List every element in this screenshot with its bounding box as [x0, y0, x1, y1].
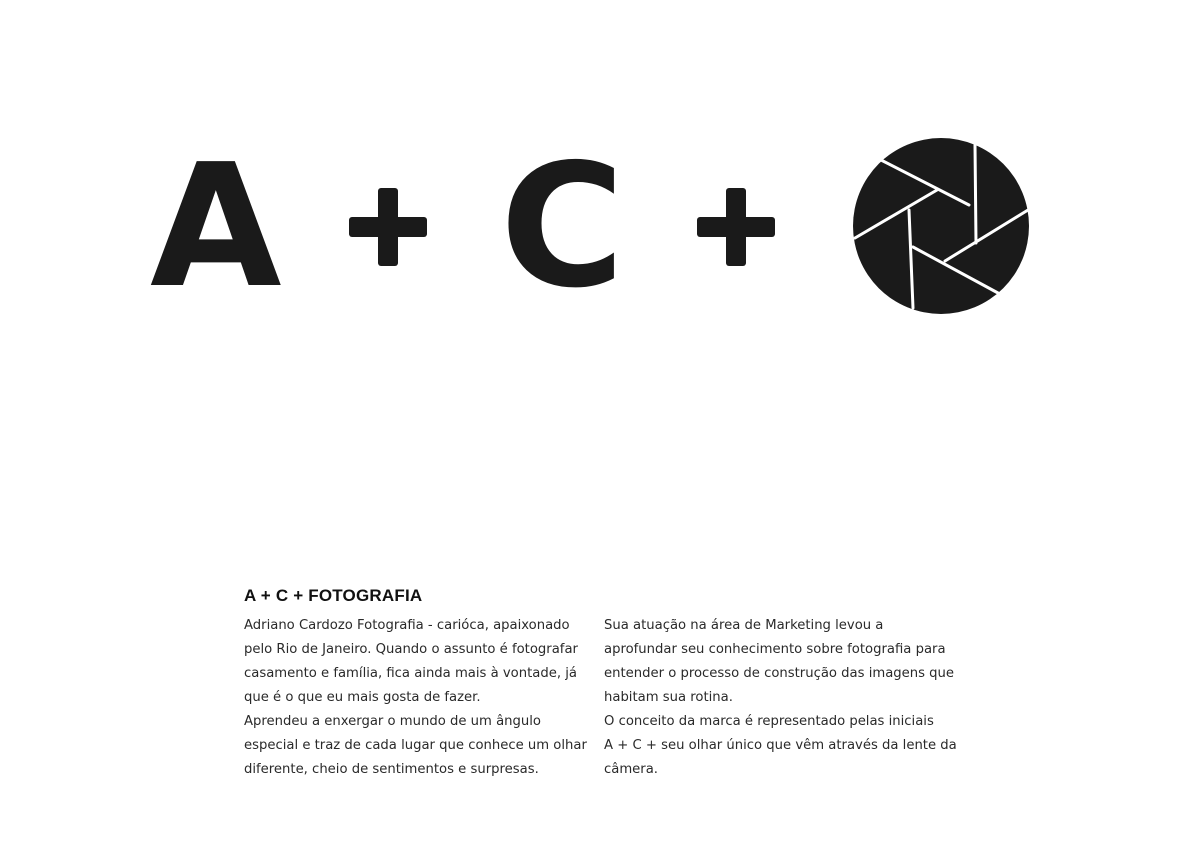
paragraph-line: O conceito da marca é representado pelas iniciais — [604, 714, 934, 729]
right-column — [604, 614, 957, 782]
paragraph-line: especial e traz de cada lugar que conhece um olhar — [244, 738, 587, 753]
left-column — [244, 614, 587, 782]
paragraph-line: pelo Rio de Janeiro. Quando o assunto é fotografar — [244, 642, 578, 657]
plus-icon — [697, 188, 775, 266]
camera-aperture-icon — [853, 138, 1029, 314]
paragraph-line: habitam sua rotina. — [604, 690, 733, 705]
paragraph-line: A + C + seu olhar único que vêm através da lente da — [604, 738, 957, 753]
logo-row — [0, 0, 1200, 360]
paragraph-line: que é o que eu mais gosta de fazer. — [244, 690, 481, 705]
paragraph-line: entender o processo de construção das imagens que — [604, 666, 955, 681]
paragraph-line: câmera. — [604, 762, 658, 777]
description-block — [244, 586, 964, 794]
plus-icon — [349, 188, 427, 266]
section-heading: A + C + FOTOGRAFIA — [244, 586, 423, 605]
logo-letter-a: A — [150, 128, 282, 326]
paragraph-line: diferente, cheio de sentimentos e surpresas. — [244, 762, 539, 777]
paragraph-line: aprofundar seu conhecimento sobre fotografia para — [604, 642, 946, 657]
paragraph-line: Adriano Cardozo Fotografia - carióca, apaixonado — [244, 618, 570, 633]
paragraph-line: casamento e família, fica ainda mais à vontade, já — [244, 666, 577, 681]
paragraph-line: Sua atuação na área de Marketing levou a — [604, 618, 884, 633]
logo-letter-c: C — [500, 128, 625, 326]
paragraph-line: Aprendeu a enxergar o mundo de um ângulo — [244, 714, 541, 729]
